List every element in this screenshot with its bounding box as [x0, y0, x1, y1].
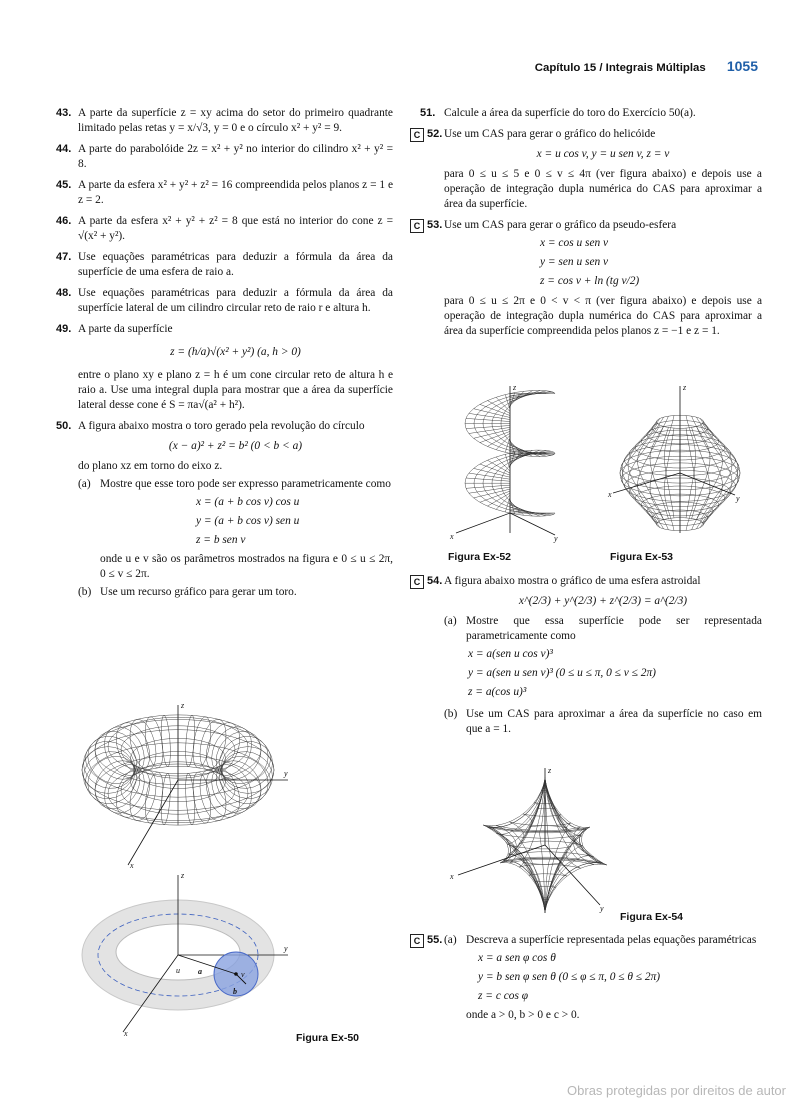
pseudosphere-figure: [605, 383, 755, 543]
cas-icon: C: [410, 575, 424, 589]
cone-equation: z = (h/a)√(x² + y²) (a, h > 0): [170, 346, 301, 358]
exercise-55-block: [410, 933, 762, 1029]
svg-text:y: y: [284, 769, 288, 778]
left-column: [56, 106, 393, 606]
svg-text:v: v: [241, 970, 245, 979]
cas-icon: C: [410, 219, 424, 233]
exercise-50: 50. A figura abaixo mostra o toro gerado pela revolução do círculo (x − a)² + z² = b² (0 < b < a) do plano xz em torno do eixo z. (a) Mostre que esse toro pode ser expresso parametricamente como x = (a + b cos v) cos u y = (a + b cos v) sen u z = b sen v onde u e v são os parâmetros mostrados na figura e 0 ≤ u ≤ 2π, 0 ≤ v ≤ 2π. (b) Use um recurso gráfico para gerar um toro.: [56, 420, 393, 598]
svg-text:y: y: [284, 944, 288, 953]
copyright-watermark: Obras protegidas por direitos de autor: [567, 1083, 786, 1098]
exercise-44: 44. A parte do parabolóide 2z = x² + y² no interior do cilindro x² + y² = 8.: [56, 143, 393, 170]
exercise-52: C 52. Use um CAS para gerar o gráfico do helicóide x = u cos v, y = u sen v, z = v para 0 ≤ u ≤ 5 e 0 ≤ v ≤ 4π (ver figura abaixo) e depois use a operação de integração dupla numérica do CAS para aproximar a área da superfície.: [410, 127, 762, 212]
figure-ex-50-caption: Figura Ex-50: [296, 1032, 360, 1044]
exercise-45: 45. A parte da esfera x² + y² + z² = 16 compreendida pelos planos z = 1 e z = 2.: [56, 179, 393, 206]
helicoid-equation: x = u cos v, y = u sen v, z = v: [536, 148, 670, 160]
svg-text:z: z: [181, 701, 185, 710]
svg-text:z: z: [548, 766, 552, 775]
exercise-54a: (a) Mostre que essa superfície pode ser representada parametricamente como x = a(sen u cos v)³ y = a(sen u sen v)³ (0 ≤ u ≤ π, 0 ≤ v ≤ 2π) z = a(cos u)³: [444, 615, 762, 698]
svg-text:x: x: [130, 861, 134, 870]
svg-text:a: a: [198, 967, 202, 976]
cas-icon: C: [410, 128, 424, 142]
figure-ex-52-caption: Figura Ex-52: [448, 551, 512, 563]
helicoid-figure: [450, 383, 570, 543]
exercise-55: C 55. (a) Descreva a superfície representada pelas equações paramétricas x = a sen φ cos θ y = b sen φ sen θ (0 ≤ φ ≤ π, 0 ≤ θ ≤ 2π) z = c cos φ onde a > 0, b > 0 e c > 0.: [410, 933, 762, 1023]
right-column: [410, 106, 762, 345]
astroidal-equation: x^(2/3) + y^(2/3) + z^(2/3) = a^(2/3): [518, 595, 688, 607]
exercise-51: 51. Calcule a área da superfície do toro do Exercício 50(a).: [420, 107, 696, 119]
svg-text:x: x: [450, 872, 454, 881]
exercise-50a: (a) Mostre que esse toro pode ser expresso parametricamente como x = (a + b cos v) cos u y = (a + b cos v) sen u z = b sen v onde u e v são os parâmetros mostrados na figura e 0 ≤ u ≤ 2π, 0 ≤ v ≤ 2π.: [78, 478, 393, 580]
svg-text:z: z: [513, 383, 517, 392]
exercise-49: 49. A parte da superfície z = (h/a)√(x² + y²) (a, h > 0) entre o plano xy e plano z = h é um cone circular reto de altura h e raio a. Use uma integral dupla para mostrar que a área da superfície lateral desse cone é S = πa√(a² + h²).: [56, 323, 393, 411]
astroidal-sphere-figure: [450, 765, 610, 915]
svg-text:u: u: [176, 966, 180, 975]
torus-circle-equation: (x − a)² + z² = b² (0 < b < a): [168, 440, 303, 452]
exercise-53: C 53. Use um CAS para gerar o gráfico da pseudo-esfera x = cos u sen v y = sen u sen v z = cos v + ln (tg v/2) para 0 ≤ u ≤ 2π e 0 < v < π (ver figura abaixo) e depois use a operação de integração dupla numérica do CAS para aproximar a área da superfície compreendida pelos planos z = −1 e z = 1.: [410, 218, 762, 339]
svg-text:x: x: [450, 532, 454, 541]
cas-icon: C: [410, 934, 424, 948]
page-header: [535, 59, 758, 76]
figure-ex-53-caption: Figura Ex-53: [610, 551, 674, 563]
exercise-50b: (b) Use um recurso gráfico para gerar um toro.: [78, 586, 297, 598]
svg-text:b: b: [233, 987, 237, 996]
svg-text:x: x: [124, 1029, 128, 1038]
right-column-lower: [410, 574, 762, 743]
exercise-48: 48. Use equações paramétricas para deduzir a fórmula da área da superfície lateral de um cilindro circular reto de raio r e altura h.: [56, 287, 393, 314]
torus-shaded-figure: [78, 870, 308, 1040]
exercise-43: 43. A parte da superfície z = xy acima do setor do primeiro quadrante limitado pelas retas y = x/√3, y = 0 e o círculo x² + y² = 9.: [56, 107, 393, 134]
svg-text:z: z: [181, 871, 185, 880]
chapter-title: Capítulo 15 / Integrais Múltiplas: [534, 62, 706, 74]
page-number: 1055: [726, 58, 758, 74]
exercise-54: C 54. A figura abaixo mostra o gráfico de uma esfera astroidal x^(2/3) + y^(2/3) + z^(2/3) = a^(2/3) (a) Mostre que essa superfície pode ser representada parametricamente como x = a(sen u cos v)³ y = a(sen u sen v)³ (0 ≤ u ≤ π, 0 ≤ v ≤ 2π) z = a(cos u)³ (b) Use um CAS para aproximar a área da superfície no caso em que a = 1.: [410, 574, 762, 737]
exercise-54b: (b) Use um CAS para aproximar a área da superfície no caso em que a = 1.: [444, 708, 762, 735]
svg-text:x: x: [608, 490, 612, 499]
exercise-47: 47. Use equações paramétricas para deduzir a fórmula da área da superfície de uma esfera de raio a.: [56, 251, 393, 278]
torus-wireframe-figure: [78, 700, 308, 870]
svg-text:y: y: [736, 494, 740, 503]
figure-ex-54-caption: Figura Ex-54: [620, 911, 684, 923]
svg-text:z: z: [683, 383, 687, 392]
exercise-55a: (a) Descreva a superfície representada pelas equações paramétricas x = a sen φ cos θ y = b sen φ sen θ (0 ≤ φ ≤ π, 0 ≤ θ ≤ 2π) z = c cos φ onde a > 0, b > 0 e c > 0.: [444, 934, 757, 1021]
svg-text:y: y: [554, 534, 558, 543]
exercise-46: 46. A parte da esfera x² + y² + z² = 8 que está no interior do cone z = √(x² + y²).: [56, 215, 393, 242]
svg-text:y: y: [600, 904, 604, 913]
